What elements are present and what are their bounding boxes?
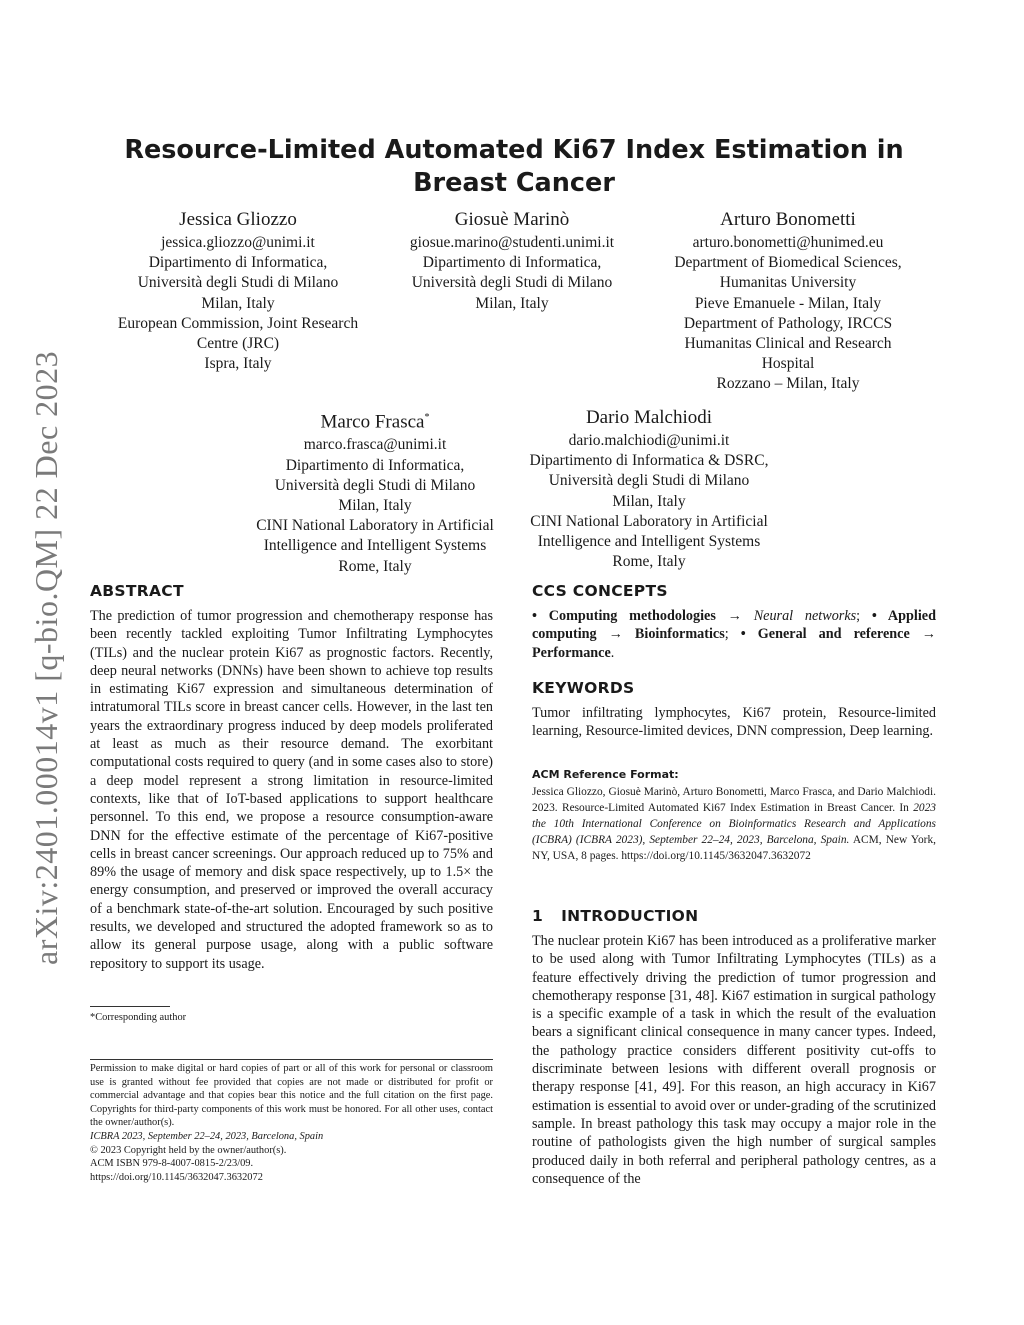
keywords-text: Tumor infiltrating lymphocytes, Ki67 protein, Resource-limited learning, Resource-limited devices, DNN compression, Deep learning. — [532, 705, 936, 740]
author-name — [232, 406, 518, 434]
author-affiliation-line: Humanitas University — [719, 274, 857, 292]
author-affiliation-line: Università degli Studi di Milano — [137, 274, 339, 292]
arxiv-side-label: arXiv:2401.00014v1 [q-bio.QM] 22 Dec 2023 — [28, 350, 64, 965]
author-name: Arturo Bonometti — [720, 209, 856, 230]
author-affiliation-line: Pieve Emanuele - Milan, Italy — [694, 294, 882, 312]
ccs-separator: ; — [724, 626, 741, 643]
footnote-rule — [90, 1006, 170, 1007]
paper-title: Resource-Limited Automated Ki67 Index Estimation in Breast Cancer — [124, 135, 904, 198]
author-block — [232, 406, 518, 577]
intro-title: INTRODUCTION — [561, 907, 699, 925]
author-block — [92, 208, 384, 374]
acm-ref-venue: 2023 the 10th International Conference on Bioinformatics Research and Applications (ICBRA) (ICBRA 2023), September 22–24, 2023, Barcelona, Spain. — [532, 802, 936, 846]
acm-ref-heading: ACM Reference Format: — [532, 768, 679, 781]
author-affiliation-line: Dipartimento di Informatica, — [148, 254, 328, 272]
author-name: Dario Malchiodi — [585, 407, 713, 428]
author-name: Giosuè Marinò — [454, 209, 570, 230]
abstract-text: The prediction of tumor progression and chemotherapy response has been recently tackled exploiting Tumor Infiltrating Lymphocytes (TILs) and the nuclear protein Ki67 as prognostic factors. Recently, deep neural networks (DNNs) have been shown to achieve top results in estimating Ki67 expression and simultaneous determination of intratumoral TILs score in breast cancer cells. However, in the last ten years the extraordinary progress induced by deep models proliferated at least as much as their resource demand. The exorbitant computational costs required to query (and in some cases also to store) a deep model represent a strong limitation in resource-limited contexts, like that of IoT-based applications to support healthcare personnel. To this end, we propose a resource consumption-aware DNN for the effective estimate of the percentage of Ki67-positive cells in breast cancer screenings. Our approach reduced up to 75% and 89% the usage of memory and disk space respectively, up to 1.5× the energy consumption, and preserved or improved the overall accuracy of a benchmark state-of-the-art solution. Encouraged by such positive results, we developed and structured the adopted framework so as to allow its general purpose usage, along with a public software repository to support its usage. — [90, 608, 493, 972]
author-affiliation-line: Milan, Italy — [612, 492, 686, 510]
author-affiliation-line: European Commission, Joint Research — [117, 314, 359, 332]
intro-heading — [532, 907, 698, 925]
ccs-item-italic: Neural networks — [753, 608, 857, 624]
permission-venue: ICBRA 2023, September 22–24, 2023, Barcelona, Spain — [90, 1130, 324, 1142]
author-affiliation-line: Rome, Italy — [338, 557, 412, 575]
author-affiliation-line: Intelligence and Intelligent Systems — [263, 537, 487, 555]
author-affiliation-line: Dipartimento di Informatica, — [422, 254, 602, 272]
acm-ref-lead: Jessica Gliozzo, Giosuè Marinò, Arturo Bonometti, Marco Frasca, and Dario Malchiodi. 2023. Resource-Limited Automated Ki67 Index Estimation in Breast Cancer. In — [532, 786, 936, 814]
ccs-separator: . — [610, 644, 615, 661]
author-affiliation-line: Milan, Italy — [201, 294, 275, 312]
author-affiliation-line: Dipartimento di Informatica, — [285, 456, 465, 474]
author-affiliation-line: CINI National Laboratory in Artificial — [256, 517, 494, 535]
author-affiliation-line: Humanitas Clinical and Research — [684, 335, 892, 353]
author-affiliation-line: Università degli Studi di Milano — [274, 476, 476, 494]
author-affiliation-line: Rome, Italy — [612, 553, 686, 571]
abstract-heading: ABSTRACT — [90, 582, 184, 600]
acm-ref-tail: ACM, New York, NY, USA, 8 pages. https://doi.org/10.1145/3632047.3632072 — [532, 834, 936, 862]
author-email[interactable]: jessica.gliozzo@unimi.it — [161, 234, 315, 251]
permission-rule — [90, 1059, 493, 1060]
intro-number: 1 — [532, 907, 544, 925]
intro-text: The nuclear protein Ki67 has been introduced as a proliferative marker to be used along with Tumor Infiltrating Lymphocytes (TILs) as a feature effectively driving the prediction of tumor progression and chemotherapy response [31, 48]. Ki67 estimation in surgical pathology is a specific example of a task in which the result of the evaluation bears a significant clinical consequence in many cancer types. Indeed, the pathology practice considers different positivity cut-offs to discriminate between lesions with different overall prognosis or therapy response [41, 49]. For this reason, an high accuracy in Ki67 estimation is essential to avoid over or under-grading of the scrutinized sample. In breast pathology this task may occupy a major role in the routine of pathologists given the high number of surgical samples produced daily in both referral and peripheral pathology centres, as a consequence of the — [532, 933, 936, 1187]
author-name: Jessica Gliozzo — [179, 209, 297, 230]
author-affiliation-line: Department of Pathology, IRCCS — [683, 314, 893, 332]
author-affiliation-line: Rozzano – Milan, Italy — [716, 375, 860, 393]
author-affiliation-line: Milan, Italy — [475, 294, 549, 312]
author-email[interactable]: arturo.bonometti@hunimed.eu — [692, 234, 884, 251]
author-affiliation-line: Hospital — [761, 355, 815, 373]
ccs-separator: ; — [856, 608, 872, 624]
author-email[interactable]: marco.frasca@unimi.it — [303, 436, 447, 454]
permission-isbn: ACM ISBN 979-8-4007-0815-2/23/09. — [90, 1158, 254, 1170]
corresponding-footnote: *Corresponding author — [90, 1012, 187, 1023]
permission-block — [90, 1062, 493, 1184]
ccs-item: • Applied computing → Bioinformatics — [532, 608, 936, 643]
author-affiliation-line: Department of Biomedical Sciences, — [674, 254, 902, 272]
author-block — [372, 208, 652, 314]
author-affiliation-line: Milan, Italy — [338, 496, 412, 514]
permission-text: Permission to make digital or hard copies of part or all of this work for personal or classroom use is granted without fee provided that copies are not made or distributed for profit or commercial advantage and that copies bear this notice and the full citation on the first page. Copyrights for third-party components of this work must be honored. For all other uses, contact the owner/author(s). — [90, 1063, 493, 1129]
author-block — [506, 406, 792, 572]
ccs-item: • General and reference → Performance — [532, 626, 936, 661]
author-affiliation-line: CINI National Laboratory in Artificial — [530, 512, 768, 530]
author-email[interactable]: dario.malchiodi@unimi.it — [568, 432, 730, 449]
ccs-item: • Computing methodologies → — [532, 608, 754, 624]
ccs-heading: CCS CONCEPTS — [532, 582, 668, 600]
author-affiliation-line: Università degli Studi di Milano — [411, 274, 613, 292]
author-affiliation-line: Università degli Studi di Milano — [548, 472, 750, 490]
author-affiliation-line: Ispra, Italy — [204, 355, 272, 373]
author-email[interactable]: giosue.marino@studenti.unimi.it — [409, 234, 615, 251]
keywords-heading: KEYWORDS — [532, 679, 635, 697]
author-block — [645, 208, 931, 395]
corresponding-marker: * — [424, 412, 430, 423]
acm-ref-text — [532, 784, 936, 864]
author-affiliation-line: Intelligence and Intelligent Systems — [537, 533, 761, 551]
permission-copyright: © 2023 Copyright held by the owner/author(s). — [90, 1144, 287, 1156]
ccs-concepts — [532, 607, 936, 662]
author-affiliation-line: Centre (JRC) — [196, 335, 280, 353]
permission-doi[interactable]: https://doi.org/10.1145/3632047.3632072 — [90, 1171, 263, 1183]
author-affiliation-line: Dipartimento di Informatica & DSRC, — [529, 452, 769, 470]
author-name-text: Marco Frasca — [320, 411, 425, 433]
